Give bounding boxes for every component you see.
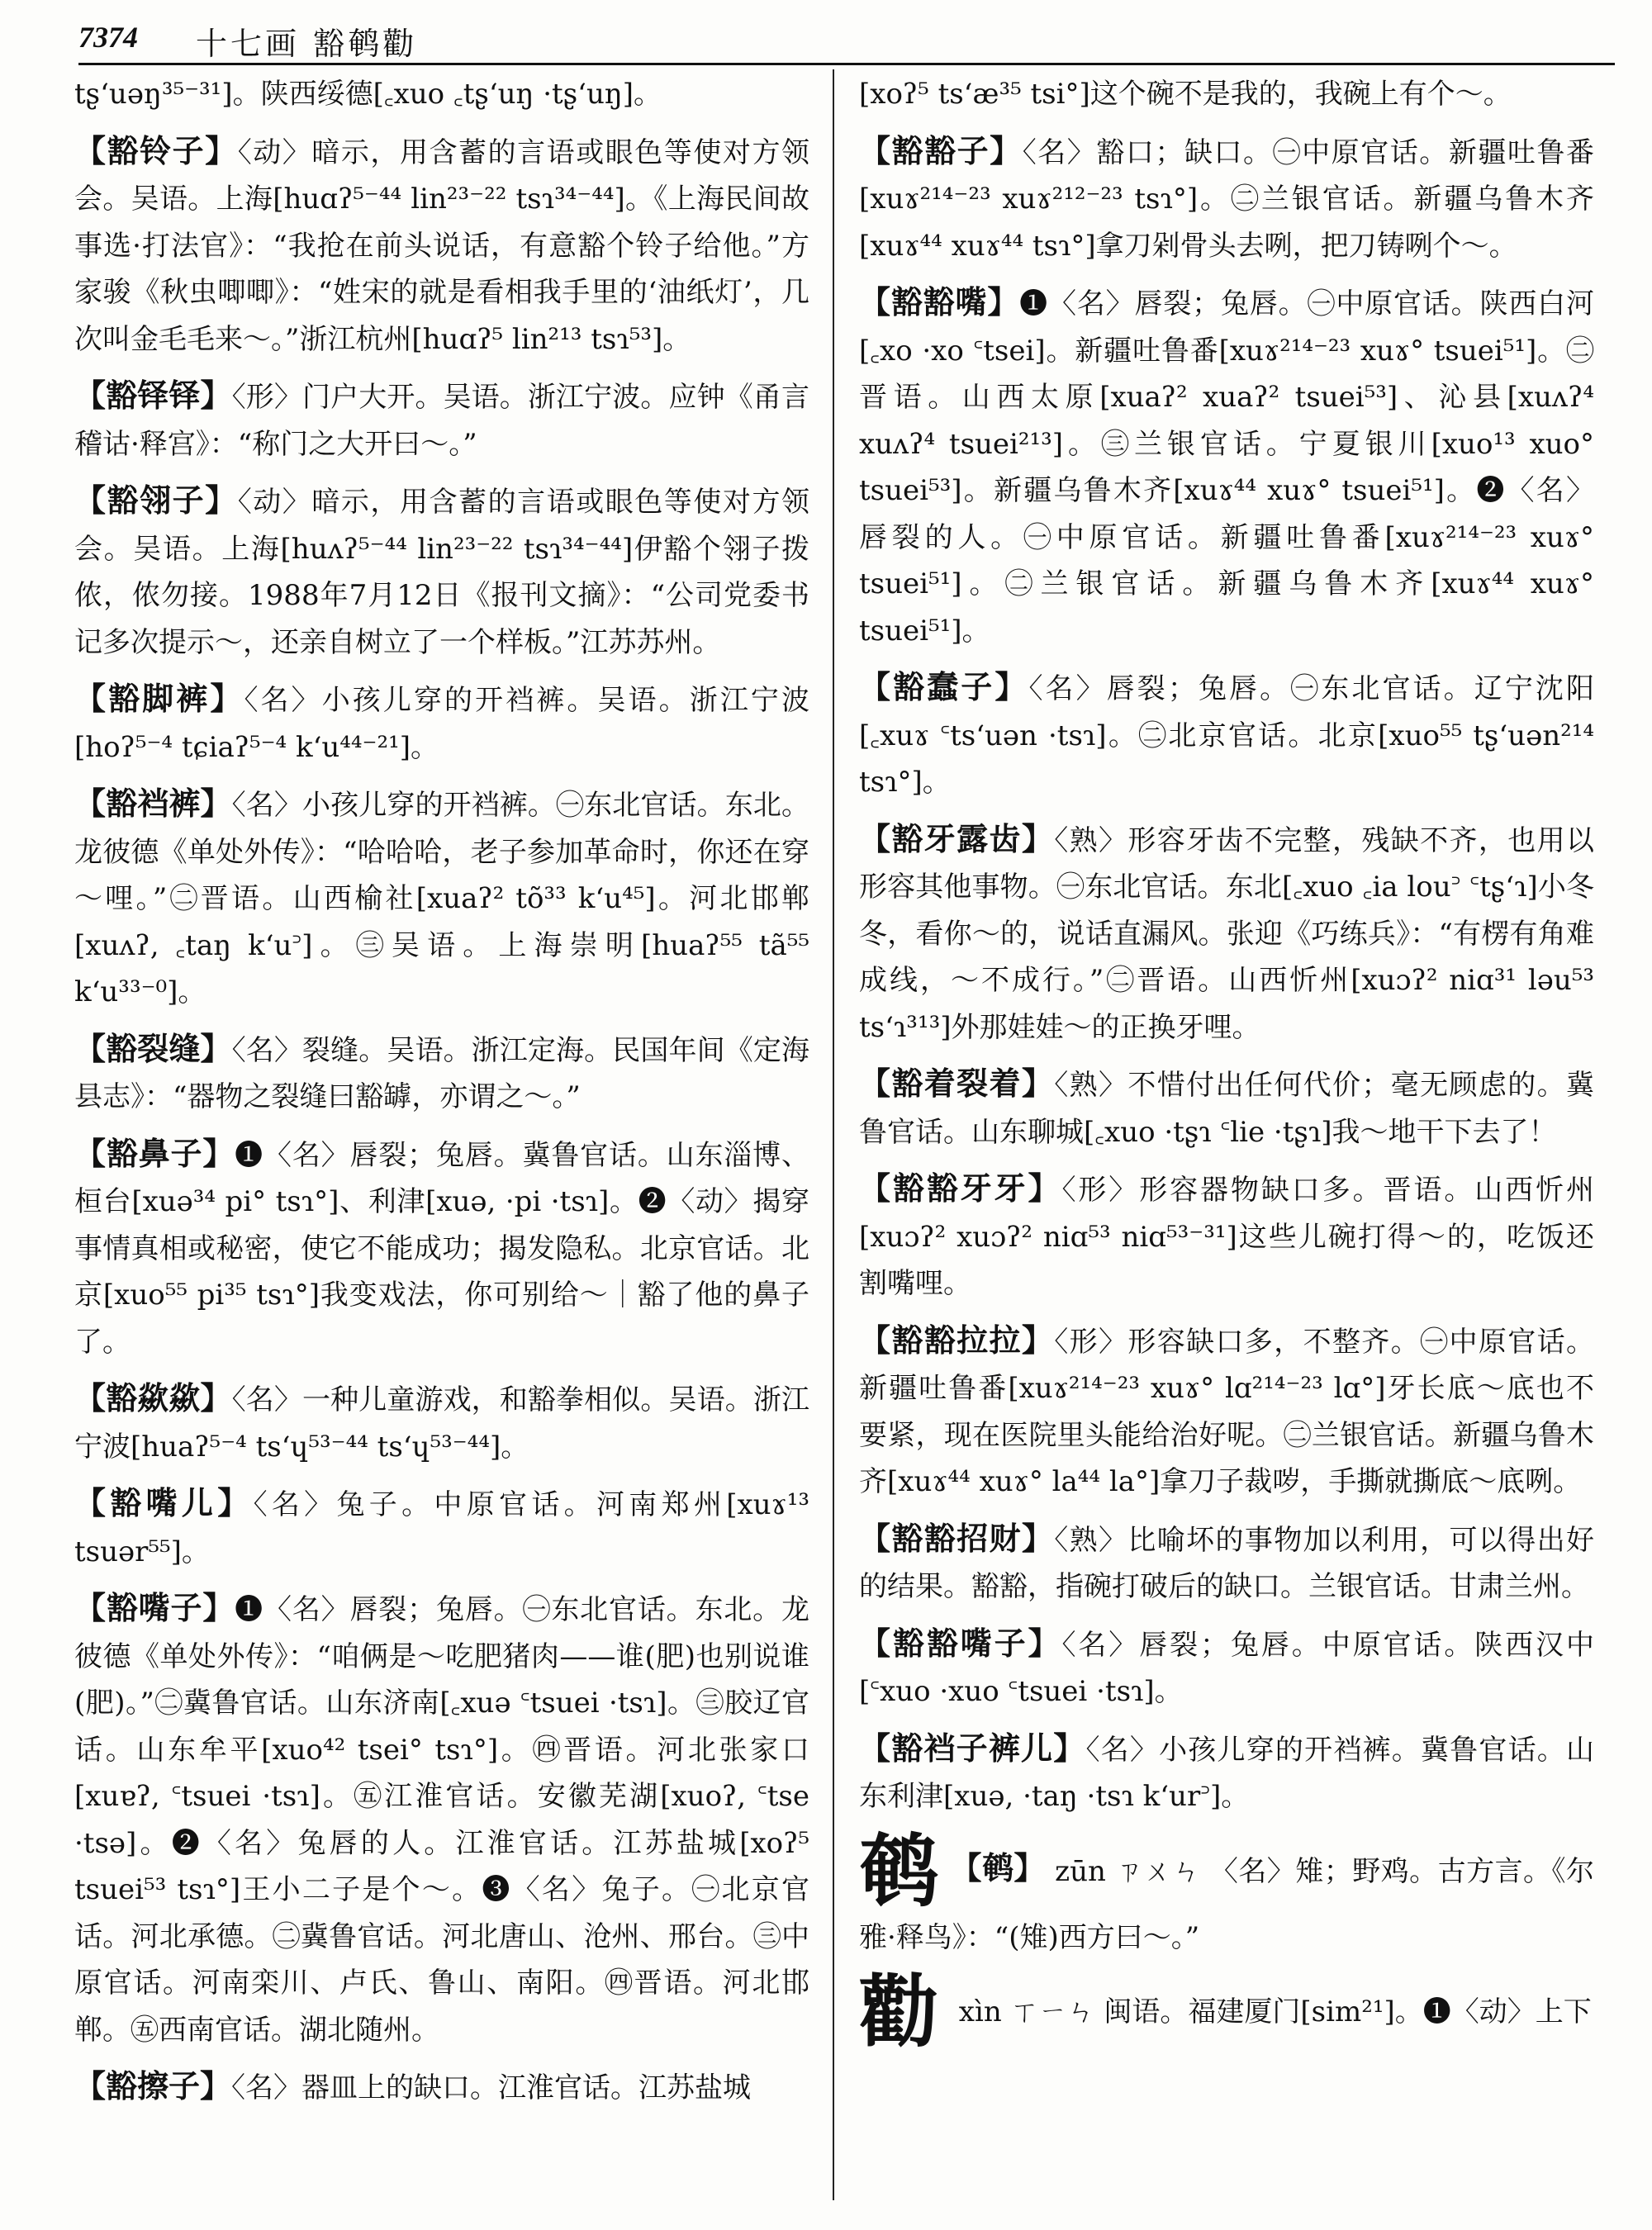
entry-definition: 〈名〉小孩儿穿的开裆裤。吴语。浙江宁波[hoʔ⁵⁻⁴ tɕiaʔ⁵⁻⁴ kʻu⁴⁴⁻²¹]。	[74, 684, 809, 764]
page-header	[78, 12, 1615, 66]
entry-headword: 【豁铎铎】	[74, 377, 232, 414]
dictionary-entry	[859, 816, 1594, 1051]
dictionary-entry	[859, 128, 1594, 270]
entry-headword: 【豁豁拉拉】	[859, 1321, 1055, 1359]
entry-headword: 【豁豁嘴】	[859, 283, 1020, 320]
dictionary-entry	[74, 128, 809, 363]
column-divider	[833, 69, 834, 2200]
entry-headword: 【豁裂缝】	[74, 1029, 232, 1067]
entry-definition: 〈名〉豁口；缺口。㊀中原官话。新疆吐鲁番[xuɤ²¹⁴⁻²³ xuɤ²¹²⁻²³ tsɿ°]。㊁兰银官话。新疆乌鲁木齐[xuɤ⁴⁴ xuɤ⁴⁴ tsɿ°]拿刀剁骨头去咧，把刀铸咧个～。	[859, 135, 1594, 263]
left-column	[74, 71, 809, 2218]
entry-definition: 〈形〉门户大开。吴语。浙江宁波。应钟《甬言稽诂·释宫》：“称门之大开曰～。”	[74, 381, 809, 461]
entry-headword: 【豁裆子裤儿】	[859, 1729, 1086, 1767]
entry-definition: 〈动〉暗示，用含蓄的言语或眼色等使对方领会。吴语。上海[huɑʔ⁵⁻⁴⁴ lin²³⁻²² tsɿ³⁴⁻⁴⁴]。《上海民间故事选·打法官》：“我抢在前头说话，有意豁个铃子给他。”方家骏《秋虫唧唧》：“姓宋的就是看相我手里的‘油纸灯’，几次叫金毛毛来～。”浙江杭州[huɑʔ⁵ lin²¹³ tsɿ⁵³]。	[74, 135, 809, 356]
entry-continuation: [xoʔ⁵ tsʻæ³⁵ tsi°]这个碗不是我的，我碗上有个～。	[859, 78, 1512, 111]
entry-definition: 〈名〉一种儿童游戏，和豁拳相似。吴语。浙江宁波[huaʔ⁵⁻⁴ tsʻɥ⁵³⁻⁴⁴ tsʻɥ⁵³⁻⁴⁴]。	[74, 1383, 809, 1464]
entry-definition: 〈形〉形容器物缺口多。晋语。山西忻州[xuɔʔ² xuɔʔ² niɑ⁵³ niɑ⁵³⁻³¹]这些儿碗打得～的，吃饭还割嘴哩。	[859, 1174, 1594, 1300]
dictionary-entry	[74, 372, 809, 467]
entry-headword: 【豁牙露齿】	[859, 819, 1055, 857]
entry-headword: 【豁铃子】	[74, 131, 238, 169]
dictionary-entry	[74, 477, 809, 666]
entry-headword: 【豁脚裤】	[74, 680, 244, 717]
entry-definition: 〈熟〉比喻坏的事物加以利用，可以得出好的结果。豁豁，指碗打破后的缺口。兰银官话。甘肃兰州。	[859, 1523, 1594, 1603]
entry-headword: 【豁歘歘】	[74, 1379, 232, 1416]
entry-definition: 〈名〉兔子。中原官话。河南郑州[xuɤ¹³ tsuər⁵⁵]。	[74, 1488, 809, 1568]
entry-headword: 【豁豁牙牙】	[859, 1170, 1062, 1207]
entry-definition: ❶〈名〉唇裂；兔唇。㊀东北官话。东北。龙彼德《单处外传》：“咱俩是～吃肥猪肉——谁(肥)也别说谁(肥)。”㊁冀鲁官话。山东济南[꜀xuə ꜂tsuei ·tsɿ]。㊂胶辽官话。山东牟平[xuo⁴² tsei° tsɿ°]。㊃晋语。河北张家口[xuɐʔ, ꜂tsuei ·tsɿ]。㊄江淮官话。安徽芜湖[xuoʔ, ꜂tse ·tsə]。❷〈名〉兔唇的人。江淮官话。江苏盐城[xoʔ⁵ tsuei⁵³ tsɿ°]王小二子是个～。❸〈名〉兔子。㊀北京官话。河北承德。㊁冀鲁官话。河北唐山、沧州、邢台。㊂中原官话。河南栾川、卢氏、鲁山、南阳。㊃晋语。河北邯郸。㊄西南官话。湖北随州。	[74, 1593, 809, 2047]
entry-headword: 【豁豁嘴子】	[859, 1624, 1062, 1662]
entry-headword: 【豁裆裤】	[74, 785, 232, 822]
entry-headword: 【豁嘴子】	[74, 1589, 235, 1626]
entry-headword: 【鹌】	[950, 1848, 1046, 1886]
entry-definition: 〈名〉器皿上的缺口。江淮官话。江苏盐城	[231, 2071, 752, 2104]
entry-headword: 【豁着裂着】	[859, 1065, 1055, 1102]
character-entry	[859, 1964, 1594, 2058]
large-headword-char: 鹌	[859, 1824, 939, 1918]
entry-definition: 〈名〉唇裂；兔唇。中原官话。陕西汉中[꜂xuo ·xuo ꜂tsuei ·tsɿ]。	[859, 1628, 1594, 1708]
page-number: 7374	[78, 21, 138, 54]
dictionary-entry	[859, 1516, 1594, 1611]
dictionary-entry	[859, 1060, 1594, 1155]
dictionary-entry	[74, 2063, 809, 2112]
entry-definition: 〈名〉裂缝。吴语。浙江定海。民国年间《定海县志》：“器物之裂缝曰豁罅，亦谓之～。”	[74, 1033, 809, 1113]
entry-headword: 【豁豁子】	[859, 131, 1023, 169]
character-entry	[859, 1824, 1594, 1961]
entry-headword: 【豁豁招财】	[859, 1519, 1055, 1557]
dictionary-entry	[74, 780, 809, 1016]
entry-definition: 〈熟〉形容牙齿不完整，残缺不齐，也用以形容其他事物。㊀东北官话。东北[꜀xuo ꜀ia lou꜄ ꜂tʂʻɿ]小冬冬，看你～的，说话直漏风。张迎《巧练兵》：“有楞有角难成线，～不成行。”㊁晋语。山西忻州[xuɔʔ² niɑ³¹ ləu⁵³ tsʻɿ³¹³]外那娃娃～的正换牙哩。	[859, 823, 1594, 1044]
entry-definition: 〈熟〉不惜付出任何代价；毫无顾虑的。冀鲁官话。山东聊城[꜀xuo ·tʂɿ ꜂lie ·tʂɿ]我～地干下去了！	[859, 1069, 1594, 1149]
dictionary-entry	[74, 1585, 809, 2053]
entry-headword: 【豁鼻子】	[74, 1134, 235, 1172]
entry-headword: 【豁嘴儿】	[74, 1484, 254, 1521]
dictionary-entry	[859, 664, 1594, 806]
dictionary-entry	[74, 1480, 809, 1575]
entry-definition: 〈名〉小孩儿穿的开裆裤。㊀东北官话。东北。龙彼德《单处外传》：“哈哈哈，老子参加革命时，你还在穿～哩。”㊁晋语。山西榆社[xuaʔ² tõ³³ kʻu⁴⁵]。河北邯郸[xuʌʔ, ꜀taŋ kʻu꜄]。㊂吴语。上海崇明[huaʔ⁵⁵ tã⁵⁵ kʻu³³⁻⁰]。	[74, 789, 809, 1008]
entry-definition: 〈名〉唇裂；兔唇。㊀东北官话。辽宁沈阳[꜀xuɤ ꜂tsʻuən ·tsɿ]。㊁北京官话。北京[xuo⁵⁵ tʂʻuən²¹⁴ tsɿ°]。	[859, 672, 1594, 799]
page-title: 十七画 豁鹌勸	[196, 26, 418, 62]
entry-definition: zūn ㄗㄨㄣ 〈名〉雉；野鸡。古方言。《尔雅·释鸟》：“(雉)西方曰～。”	[859, 1854, 1594, 1954]
entry-definition: 〈名〉小孩儿穿的开裆裤。冀鲁官话。山东利津[xuə, ·taŋ ·tsɿ kʻur꜄]。	[859, 1733, 1594, 1813]
dictionary-entry	[859, 1725, 1594, 1820]
dictionary-entry	[859, 1317, 1594, 1506]
header-rule	[78, 63, 1615, 65]
dictionary-entry	[74, 1131, 809, 1366]
right-column	[859, 71, 1594, 2218]
entry-definition: xìn ㄒㄧㄣ 闽语。福建厦门[sim²¹]。❶〈动〉上下	[950, 1995, 1592, 2028]
entry-headword: 【豁蠢子】	[859, 668, 1029, 705]
dictionary-entry	[74, 1026, 809, 1121]
entry-headword: 【豁擦子】	[74, 2067, 232, 2104]
large-headword-char: 勸	[859, 1964, 938, 2058]
dictionary-entry	[74, 676, 809, 771]
dictionary-entry	[859, 1620, 1594, 1715]
entry-definition: 〈形〉形容缺口多，不整齐。㊀中原官话。新疆吐鲁番[xuɤ²¹⁴⁻²³ xuɤ° lɑ²¹⁴⁻²³ lɑ°]牙长底～底也不要紧，现在医院里头能给治好呢。㊁兰银官话。新疆乌鲁木齐[xuɤ⁴⁴ xuɤ° la⁴⁴ la°]拿刀子裁哕，手撕就撕底～底咧。	[859, 1325, 1594, 1498]
dictionary-entry	[859, 279, 1594, 654]
dictionary-entry	[74, 1375, 809, 1470]
entry-continuation: tʂʻuəŋ³⁵⁻³¹]。陕西绥德[꜀xuo ꜀tʂʻuŋ ·tʂʻuŋ]。	[74, 78, 662, 111]
entry-headword: 【豁翎子】	[74, 482, 238, 519]
dictionary-entry	[859, 1165, 1594, 1307]
entry-definition: ❶〈名〉唇裂；兔唇。冀鲁官话。山东淄博、桓台[xuə³⁴ pi° tsɿ°]、利津[xuə, ·pi ·tsɿ]。❷〈动〉揭穿事情真相或秘密，使它不能成功；揭发隐私。北京官话。北京[xuo⁵⁵ pi³⁵ tsɿ°]我变戏法，你可别给～｜豁了他的鼻子了。	[74, 1138, 809, 1359]
entry-definition: ❶〈名〉唇裂；兔唇。㊀中原官话。陕西白河[꜀xo ·xo ꜂tsei]。新疆吐鲁番[xuɤ²¹⁴⁻²³ xuɤ° tsuei⁵¹]。㊁晋语。山西太原[xuaʔ² xuaʔ² tsuei⁵³]、沁县[xuʌʔ⁴ xuʌʔ⁴ tsuei²¹³]。㊂兰银官话。宁夏银川[xuo¹³ xuo° tsuei⁵³]。新疆乌鲁木齐[xuɤ⁴⁴ xuɤ° tsuei⁵¹]。❷〈名〉唇裂的人。㊀中原官话。新疆吐鲁番[xuɤ²¹⁴⁻²³ xuɤ° tsuei⁵¹]。㊁兰银官话。新疆乌鲁木齐[xuɤ⁴⁴ xuɤ° tsuei⁵¹]。	[859, 287, 1594, 648]
entry-definition: 〈动〉暗示，用含蓄的言语或眼色等使对方领会。吴语。上海[huʌʔ⁵⁻⁴⁴ lin²³⁻²² tsɿ³⁴⁻⁴⁴]伊豁个翎子拨侬，侬勿接。1988年7月12日《报刊文摘》：“公司党委书记多次提示～，还亲自树立了一个样板。”江苏苏州。	[74, 486, 809, 659]
